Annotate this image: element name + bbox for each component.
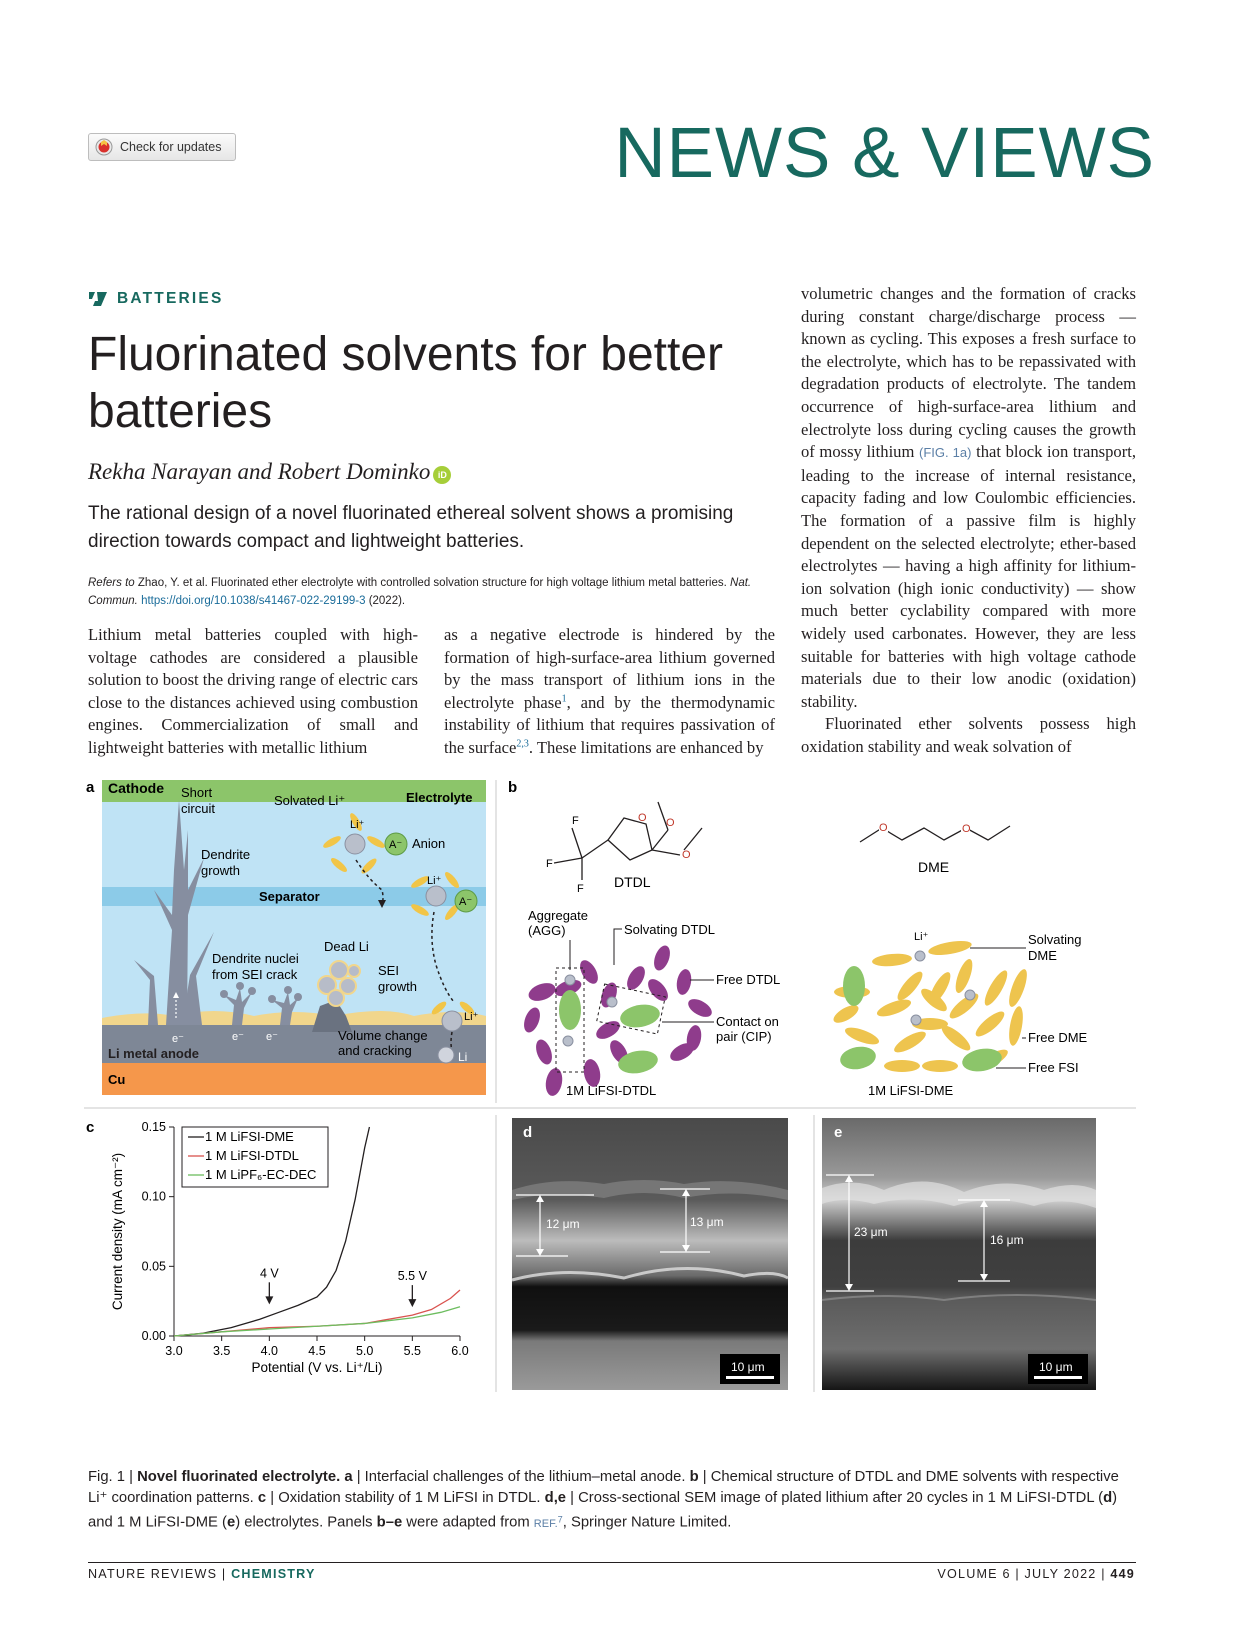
scale-bar <box>1034 1376 1082 1379</box>
x-tick-label: 4.0 <box>260 1344 279 1358</box>
body-text: that block ion transport, leading to the increase of internal resistance, capacity fading and low Coulombic efficiencies. The formation of a passive film is highly dependent on the selected electrolyte; ether-based electrolytes — having a high affinity for lithium-ion solvation (high ionic conductivity) — show much better cyclability compared with more widely used carbonates. However, they are less suitable for batteries with high voltage cathode materials due to their low anodic (oxidation) stability. <box>801 442 1136 711</box>
y-tick-label: 0.05 <box>141 1259 166 1274</box>
contact-pair-label: pair (CIP) <box>716 1029 772 1044</box>
anion-symbol: A⁻ <box>389 839 403 851</box>
free-dme-label: Free DME <box>1028 1030 1088 1045</box>
body-text: , and by the thermodynamic instability of lithium that requires passivation of the surface <box>444 692 775 757</box>
panel-label-b: b <box>508 780 518 796</box>
footer-volume <box>937 1567 1135 1581</box>
caption-text: | Chemical structure of DTDL and DME solvents with respective Li⁺ coordination patterns. <box>88 1469 1119 1506</box>
volume-change-label: and cracking <box>338 1043 412 1058</box>
li-ion-label: Li⁺ <box>914 931 929 943</box>
page-number: 449 <box>1110 1567 1135 1581</box>
thickness-label-d2: 13 μm <box>690 1215 724 1229</box>
dead-li-label: Dead Li <box>324 939 369 954</box>
solvated-li-label: Solvated Li⁺ <box>274 793 346 808</box>
caption-text: | Oxidation stability of 1 M LiFSI in DTDL. <box>270 1490 541 1506</box>
dme-coordination <box>831 938 1031 1074</box>
sem-image-e <box>822 1118 1096 1390</box>
body-paragraph: Fluorinated ether solvents possess high oxidation stability and weak solvation of <box>801 714 1136 756</box>
refers-doi-link[interactable]: https://doi.org/10.1038/s41467-022-29199-3 <box>141 595 366 607</box>
short-circuit-label: Short <box>181 785 213 800</box>
caption-text: were adapted from <box>406 1514 530 1531</box>
electrolyte-label: Electrolyte <box>406 790 473 805</box>
figure-caption <box>88 1467 1138 1535</box>
atom-o: O <box>962 823 971 835</box>
standfirst: The rational design of a novel fluorinated ethereal solvent shows a promising direction towards compact and lightweight batteries. <box>88 503 734 552</box>
dtdl-label: DTDL <box>614 874 651 890</box>
panel-label-d: d <box>523 1124 533 1141</box>
contact-pair-label: Contact on <box>716 1014 779 1029</box>
free-dtdl-label: Free DTDL <box>716 972 781 987</box>
footer-journal <box>88 1567 316 1581</box>
thickness-label-e2: 16 μm <box>990 1233 1024 1247</box>
atom-f: F <box>577 883 584 895</box>
electron-label: e⁻ <box>266 1031 278 1043</box>
thickness-label-d1: 12 μm <box>546 1217 580 1231</box>
x-tick-label: 3.0 <box>165 1344 183 1358</box>
x-axis-title: Potential (V vs. Li⁺/Li) <box>251 1360 383 1375</box>
caption-panel-e: e <box>226 1514 236 1531</box>
y-axis-title: Current density (mA cm⁻²) <box>110 1152 125 1311</box>
scale-bar-label-d: 10 μm <box>731 1360 765 1374</box>
legend-entry: 1 M LiFSI-DTDL <box>205 1148 299 1163</box>
body-text: volumetric changes and the formation of cracks during constant charge/discharge process — known as cycling. This exposes a fresh surface to the electrolyte, which has to be repassivated with degradation products of electrolyte. The tandem occurrence of high-surface-area lithium and electrolyte loss during cycling causes the growth of mossy lithium <box>801 284 1136 462</box>
leader-line <box>614 929 622 965</box>
reference-link[interactable]: 1 <box>561 693 567 705</box>
figure-1 <box>84 780 1144 1460</box>
x-tick-label: 6.0 <box>451 1344 469 1358</box>
y-tick-label: 0.15 <box>141 1120 166 1134</box>
electron-label: e⁻ <box>172 1033 184 1045</box>
caption-prefix: Fig. 1 | <box>88 1469 133 1485</box>
panel-d-sem <box>512 1118 788 1390</box>
scale-bar <box>726 1376 774 1379</box>
footer-journal-subject: CHEMISTRY <box>231 1567 316 1581</box>
refers-journal: Nat. Commun. <box>88 577 752 607</box>
series-line-3 <box>174 1307 460 1336</box>
separator-label: Separator <box>259 889 320 904</box>
body-column-2 <box>444 624 775 760</box>
caption-panels-be: b–e <box>376 1514 403 1531</box>
li-atom-label: Li <box>458 1050 468 1064</box>
section-tag <box>88 290 224 308</box>
refers-year: (2022). <box>368 595 406 607</box>
free-fsi-label: Free FSI <box>1028 1060 1079 1075</box>
panel-e-sem <box>822 1118 1096 1390</box>
solvating-dme-label: DME <box>1028 948 1057 963</box>
anion-label: Anion <box>412 836 446 851</box>
atom-o: O <box>879 822 888 834</box>
arrow-down-icon <box>408 1299 416 1307</box>
body-text: as a negative electrode is hindered by the formation of high-surface-area lithium governed by the mass transport of lithium ions in the electrolyte phase <box>444 625 775 712</box>
check-updates-label: Check for updates <box>120 140 222 154</box>
anion-symbol: A⁻ <box>459 896 473 908</box>
caption-panel-de: d,e <box>544 1490 567 1506</box>
li-ion-label: Li⁺ <box>350 819 365 831</box>
panel-label-e: e <box>834 1124 843 1141</box>
caption-text: , Springer Nature Limited. <box>562 1514 732 1531</box>
sem-image-d <box>512 1118 788 1390</box>
section-title: NEWS & VIEWS <box>614 114 1155 193</box>
li-ion-label: Li⁺ <box>464 1011 479 1023</box>
dendrite-growth-label: Dendrite <box>201 847 251 862</box>
atom-o: O <box>638 812 647 824</box>
caption-text: ) electrolytes. Panels <box>235 1514 373 1531</box>
footer-volume-text: VOLUME 6 | JULY 2022 | <box>937 1567 1106 1581</box>
caption-text: | Interfacial challenges of the lithium–metal anode. <box>356 1469 686 1485</box>
panel-label-a: a <box>86 780 95 796</box>
figure-1-graphic <box>84 780 1144 1460</box>
panel-a <box>86 780 486 1095</box>
x-tick-label: 4.5 <box>308 1344 326 1358</box>
check-updates-icon <box>95 138 113 156</box>
x-tick-label: 5.5 <box>403 1344 422 1358</box>
y-tick-label: 0.10 <box>141 1189 166 1204</box>
legend-entry: 1 M LiPF₆-EC-DEC <box>205 1167 317 1182</box>
lifsi-dtdl-label: 1M LiFSI-DTDL <box>566 1083 657 1098</box>
solvating-dme-label: Solvating <box>1028 932 1082 947</box>
refers-text: Zhao, Y. et al. Fluorinated ether electrolyte with controlled solvation structure for high voltage lithium metal batteries. <box>137 577 727 589</box>
legend-entry: 1 M LiFSI-DME <box>205 1129 294 1144</box>
authors <box>88 459 451 485</box>
dtdl-coordination <box>521 943 715 1097</box>
dme-label: DME <box>918 859 950 875</box>
body-column-3 <box>801 283 1136 758</box>
caption-panel-a: a <box>344 1469 353 1485</box>
y-tick-label: 0.00 <box>141 1329 166 1343</box>
author-names: Rekha Narayan and Robert Dominko <box>88 459 431 484</box>
x-tick-label: 3.5 <box>212 1344 231 1358</box>
atom-o: O <box>666 817 675 829</box>
caption-ref-number: 7 <box>557 1514 563 1524</box>
refers-prefix: Refers to <box>88 577 135 589</box>
cu-label: Cu <box>108 1072 126 1087</box>
caption-panel-d: d <box>1103 1490 1113 1506</box>
refers-to <box>88 574 788 610</box>
body-column-1 <box>88 624 418 760</box>
aggregate-label: (AGG) <box>528 923 566 938</box>
caption-text: ) and 1 M LiFSI-DME ( <box>88 1490 1118 1531</box>
volume-change-label: Volume change <box>338 1028 428 1043</box>
article-headline: Fluorinated solvents for better batteries <box>88 328 723 438</box>
caption-ref-text: REF. <box>533 1517 558 1530</box>
dendrite-nuclei-label: from SEI crack <box>212 967 298 982</box>
li-ion <box>426 886 446 906</box>
caption-ref-link[interactable] <box>533 1514 563 1530</box>
sei-growth-label: SEI <box>378 963 399 978</box>
short-circuit-label: circuit <box>181 801 215 816</box>
cu-layer <box>102 1063 486 1095</box>
li-ion <box>442 1011 462 1031</box>
body-text: . These limitations are enhanced by <box>528 737 764 757</box>
sei-growth-label: growth <box>378 979 418 994</box>
thickness-label-e1: 23 μm <box>854 1225 888 1239</box>
caption-panel-c: c <box>257 1490 267 1506</box>
lifsi-dme-label: 1M LiFSI-DME <box>868 1083 954 1098</box>
dendrite-nuclei-label: Dendrite nuclei <box>212 951 299 966</box>
solvating-dtdl-label: Solvating DTDL <box>624 922 716 937</box>
x-tick-label: 5.0 <box>355 1344 374 1358</box>
body-paragraph <box>444 624 775 760</box>
atom-f: F <box>546 858 553 870</box>
figure-reference-link[interactable]: (FIG. 1a) <box>919 445 972 461</box>
dtdl-structure <box>554 802 702 880</box>
panel-label-c: c <box>86 1119 95 1136</box>
dendrite-growth-label: growth <box>201 863 241 878</box>
reference-link[interactable]: 2,3 <box>516 738 529 750</box>
anode-label: Li metal anode <box>108 1046 200 1061</box>
li-atom <box>438 1047 454 1063</box>
panel-b <box>508 780 1088 1098</box>
footer-rule <box>88 1562 1136 1563</box>
atom-o: O <box>682 849 691 861</box>
batteries-tag-icon <box>88 290 108 308</box>
caption-panel-b: b <box>689 1469 699 1485</box>
annotation-label: 5.5 V <box>397 1269 427 1284</box>
panel-c-chart <box>86 1119 469 1375</box>
section-tag-label: BATTERIES <box>117 290 224 307</box>
atom-f: F <box>572 815 579 827</box>
caption-text: | Cross-sectional SEM image of plated lithium after 20 cycles in 1 M LiFSI-DTDL ( <box>570 1490 1104 1506</box>
body-paragraph <box>801 283 1136 713</box>
body-paragraph: Lithium metal batteries coupled with high-voltage cathodes are considered a plausible solution to boost the driving range of electric cars close to the distances achieved using combustion engines. Commercialization of small and lightweight batteries with metallic lithium <box>88 625 418 757</box>
orcid-icon[interactable]: iD <box>433 466 451 484</box>
arrow-down-icon <box>265 1296 273 1304</box>
caption-title: Novel fluorinated electrolyte. <box>137 1469 341 1485</box>
aggregate-label: Aggregate <box>528 908 588 923</box>
cathode-label: Cathode <box>108 780 164 796</box>
annotation-label: 4 V <box>259 1266 279 1281</box>
li-ion <box>345 834 365 854</box>
electron-label: e⁻ <box>232 1031 244 1043</box>
scale-bar-label-e: 10 μm <box>1039 1360 1073 1374</box>
li-ion-label: Li⁺ <box>427 875 442 887</box>
check-for-updates-button[interactable] <box>88 133 236 161</box>
footer-journal-name: NATURE REVIEWS | <box>88 1567 227 1581</box>
